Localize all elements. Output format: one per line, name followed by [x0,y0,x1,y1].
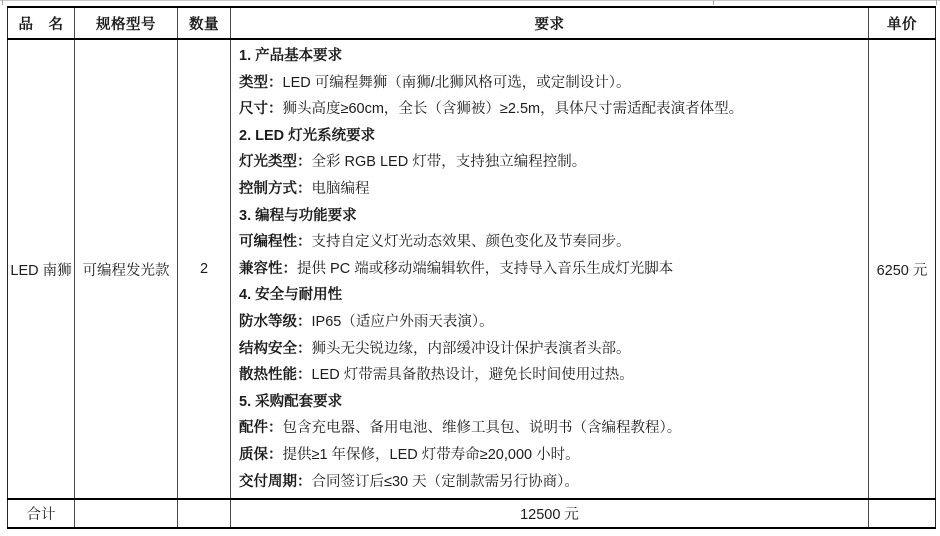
requirement-text: 电脑编程 [311,180,370,197]
requirement-text: 狮头高度≥60cm，全长（含狮被）≥2.5m，具体尺寸需适配表演者体型。 [282,101,744,118]
requirement-label: 灯光类型： [239,154,312,171]
requirement-label: 2. LED 灯光系统要求 [239,127,376,144]
requirement-text: 合同签订后≤30 天（定制款需另行协商）。 [311,473,579,490]
requirement-line-light-type [239,149,858,176]
header-product-name: 品 名 [8,7,75,39]
cell-spec-model: 可编程发光款 [75,39,178,499]
requirement-text: LED 可编程舞狮（南狮/北狮风格可选，或定制设计）。 [282,74,631,91]
header-spec-model: 规格型号 [75,7,178,39]
requirement-label: 交付周期： [239,473,312,490]
requirement-text: 全彩 RGB LED 灯带，支持独立编程控制。 [311,154,587,171]
requirement-label: 4. 安全与耐用性 [239,287,343,304]
header-unit-price: 单价 [869,7,936,39]
requirement-section-3 [239,203,858,230]
requirement-text: 包含充电器、备用电池、维修工具包、说明书（含编程教程）。 [282,420,682,437]
requirement-line-control [239,176,858,203]
requirement-label: 类型： [239,74,283,91]
cell-quantity: 2 [178,39,231,499]
cell-total-price: 12500 元 [231,499,869,528]
requirement-label: 1. 产品基本要求 [239,48,343,64]
page-edge-tick [2,0,3,5]
requirement-line-delivery [239,469,858,496]
procurement-table [7,6,936,529]
requirement-label: 5. 采购配套要求 [239,393,343,410]
cell-total-unit-price-empty [869,499,936,528]
requirement-section-1 [239,43,858,70]
requirement-text: 提供 PC 端或移动端编辑软件，支持导入音乐生成灯光脚本 [297,260,674,277]
page-edge-tick [713,0,714,5]
requirement-line-waterproof [239,309,858,336]
header-quantity: 数量 [178,7,231,39]
procurement-table-container [7,6,936,529]
total-row [8,499,936,528]
requirement-label: 兼容性： [239,260,297,277]
cell-total-quantity-empty [178,499,231,528]
cell-total-label: 合计 [8,499,75,528]
requirement-line-size [239,96,858,123]
requirement-text: 支持自定义灯光动态效果、颜色变化及节奏同步。 [311,234,631,251]
requirement-section-5 [239,389,858,416]
requirement-text: 狮头无尖锐边缘，内部缓冲设计保护表演者头部。 [311,340,631,357]
page-edge-tick [936,0,937,5]
cell-unit-price: 6250 元 [869,39,936,499]
requirement-line-type [239,70,858,97]
requirement-label: 可编程性： [239,234,312,251]
requirement-text: IP65（适应户外雨天表演）。 [311,313,494,330]
requirement-line-programmability [239,229,858,256]
item-row [8,39,936,499]
requirement-section-2 [239,123,858,150]
requirement-label: 3. 编程与功能要求 [239,207,357,224]
requirement-label: 控制方式： [239,180,312,197]
requirement-line-warranty [239,442,858,469]
requirement-text: 提供≥1 年保修，LED 灯带寿命≥20,000 小时。 [282,446,580,463]
requirement-label: 结构安全： [239,340,312,357]
requirement-line-accessories [239,415,858,442]
requirement-label: 质保： [239,446,283,463]
requirement-label: 防水等级： [239,313,312,330]
cell-requirements [231,39,869,499]
cell-total-spec-empty [75,499,178,528]
requirement-text: LED 灯带需具备散热设计，避免长时间使用过热。 [311,367,634,384]
header-requirements: 要求 [231,7,869,39]
requirement-label: 散热性能： [239,367,312,384]
cell-product-name: LED 南狮 [8,39,75,499]
requirement-line-structure-safety [239,336,858,363]
requirement-line-heat-dissipation [239,362,858,389]
table-header-row [8,7,936,39]
page-edge-artifact [0,0,940,1]
requirement-label: 尺寸： [239,101,283,118]
requirement-section-4 [239,282,858,309]
requirement-line-compatibility [239,256,858,283]
requirement-label: 配件： [239,420,283,437]
